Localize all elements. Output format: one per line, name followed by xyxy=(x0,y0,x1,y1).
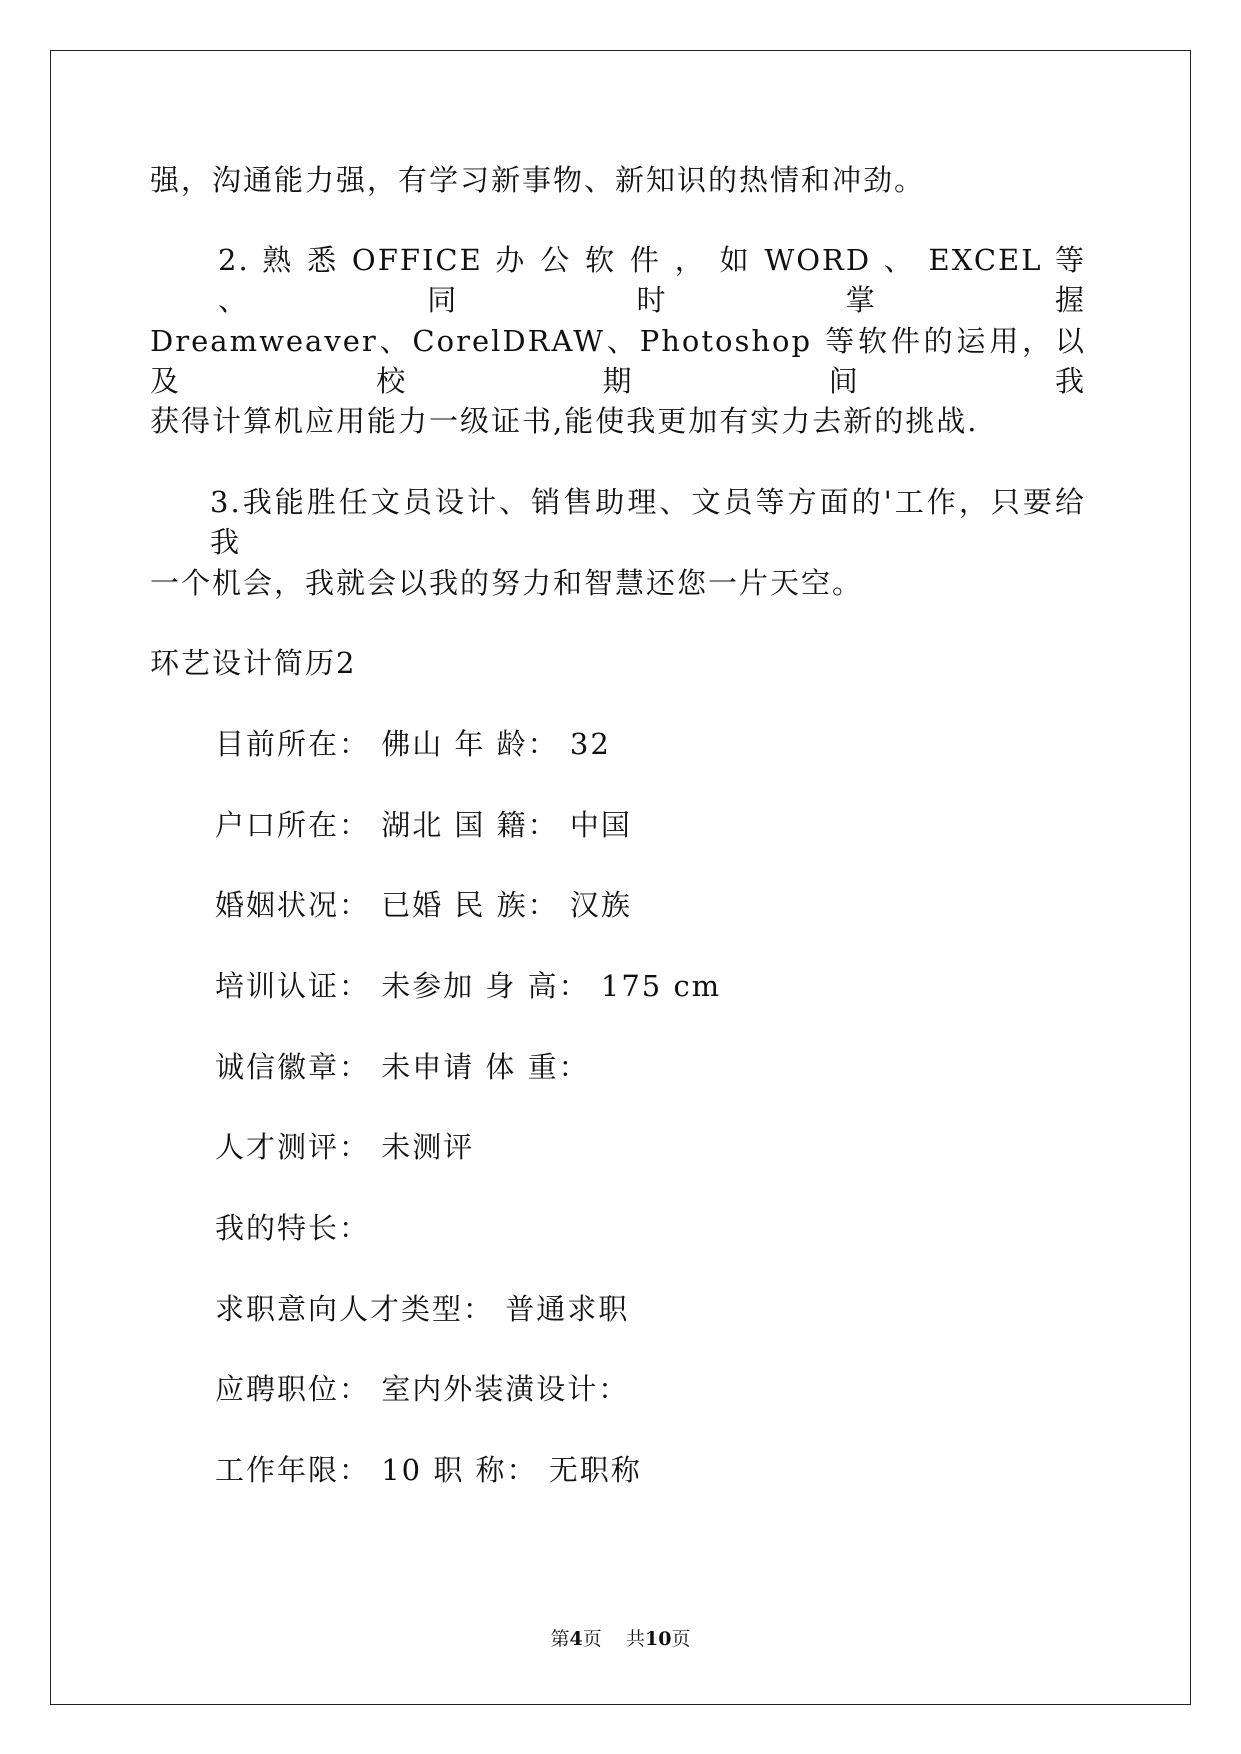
paragraph-1-line-1: 强，沟通能力强，有学习新事物、新知识的热情和冲劲。 xyxy=(150,163,926,197)
page-footer xyxy=(0,1626,1241,1652)
footer-page-number: 4 xyxy=(569,1628,583,1650)
field-hukou: 户口所在： 湖北 国 籍： 中国 xyxy=(215,808,632,842)
paragraph-3-line-2: 一个机会，我就会以我的努力和智慧还您一片天空。 xyxy=(150,566,864,600)
field-marital-status: 婚姻状况： 已婚 民 族： 汉族 xyxy=(215,888,632,922)
paragraph-2-line-3: 获得计算机应用能力一级证书,能使我更加有实力去新的挑战. xyxy=(150,404,979,438)
paragraph-3-line-1: 3.我能胜任文员设计、销售助理、文员等方面的'工作，只要给我 xyxy=(210,485,1086,559)
field-talent-assessment: 人才测评： 未测评 xyxy=(215,1130,475,1164)
footer-total-prefix: 共 xyxy=(625,1628,645,1650)
field-work-years: 工作年限： 10 职 称： 无职称 xyxy=(215,1453,642,1487)
field-specialty: 我的特长： xyxy=(215,1211,371,1245)
paragraph-2-line-2: Dreamweaver、CorelDRAW、Photoshop 等软件的运用，以及校期间我 xyxy=(150,324,1086,398)
field-training-cert: 培训认证： 未参加 身 高： 175 cm xyxy=(215,969,722,1003)
field-current-location: 目前所在： 佛山 年 龄： 32 xyxy=(215,727,611,761)
field-position: 应聘职位： 室内外装潢设计： xyxy=(215,1372,630,1406)
footer-total-pages: 10 xyxy=(644,1628,672,1650)
field-job-intent: 求职意向人才类型： 普通求职 xyxy=(215,1292,630,1326)
section-title: 环艺设计简历2 xyxy=(150,646,357,680)
footer-page-unit: 页 xyxy=(582,1628,602,1650)
paragraph-2-line-1: 2. 熟 悉 OFFICE 办 公 软 件 ， 如 WORD 、 EXCEL 等 、 同 时 掌 握 xyxy=(218,243,1086,317)
field-integrity-badge: 诚信徽章： 未申请 体 重： xyxy=(215,1050,590,1084)
footer-prefix: 第 xyxy=(550,1628,570,1650)
footer-total-unit: 页 xyxy=(671,1628,691,1650)
